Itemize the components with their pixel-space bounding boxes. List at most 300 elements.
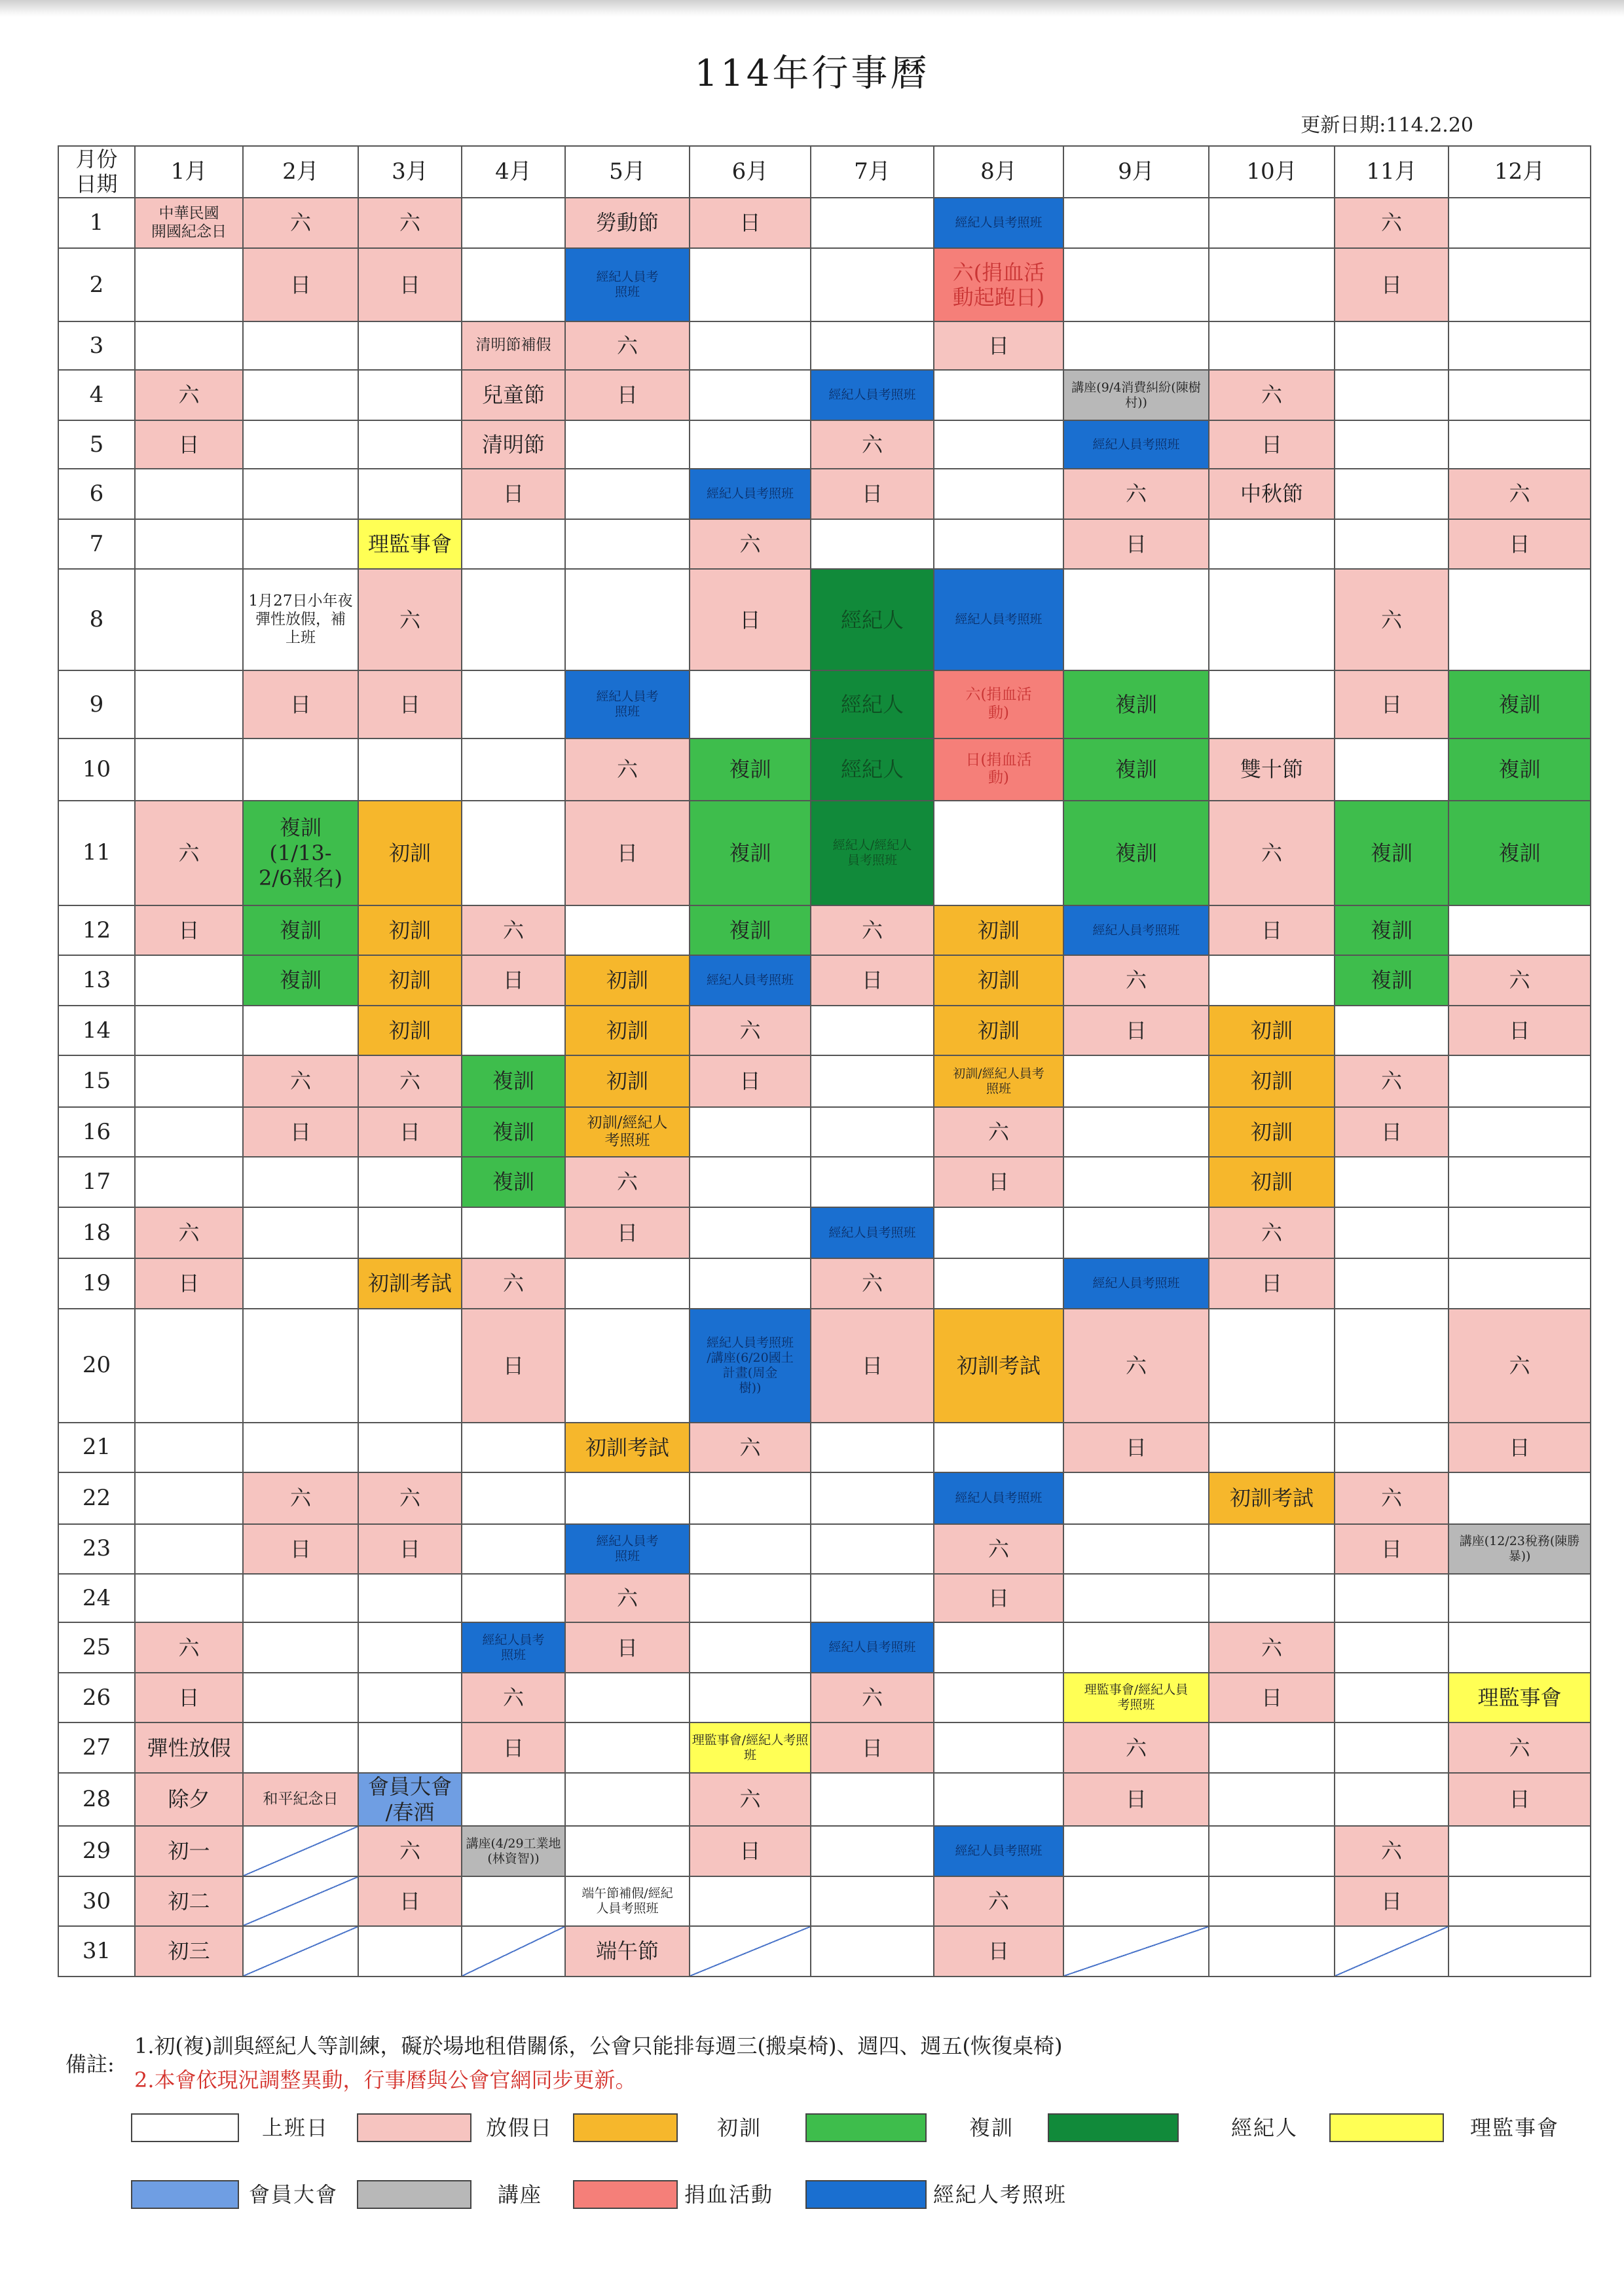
calendar-cell [1063,1826,1209,1876]
calendar-cell: 初訓 [358,1006,462,1055]
day-row [58,1107,1591,1157]
calendar-cell [1449,1055,1591,1107]
calendar-cell: 日 [135,905,243,955]
calendar-cell: 經紀人員考照班 [811,1622,934,1672]
calendar-cell: 六 [1335,198,1449,249]
calendar-cell [1209,1423,1335,1472]
calendar-cell: 初訓/經紀人員考 照班 [934,1055,1063,1107]
calendar-cell [358,1574,462,1622]
calendar-cell [358,469,462,519]
calendar-cell [934,420,1063,469]
legend-label: 經紀人 [1231,2115,1299,2140]
calendar-cell [811,1574,934,1622]
calendar-cell: 日 [1209,420,1335,469]
calendar-cell: 初訓 [565,955,690,1005]
calendar-cell: 初訓考試 [934,1309,1063,1423]
calendar-cell: 六 [358,1472,462,1524]
calendar-cell [1449,198,1591,249]
calendar-cell [811,1423,934,1472]
calendar-cell: 六 [243,1055,358,1107]
legend-label: 放假日 [486,2115,553,2140]
day-row [58,1826,1591,1876]
calendar-cell [243,1673,358,1722]
calendar-cell [462,198,565,249]
calendar-cell [462,1423,565,1472]
legend-swatch-director [1329,2113,1444,2142]
calendar-cell: 複訓 (1/13- 2/6報名) [243,801,358,905]
calendar-cell [1335,321,1449,370]
calendar-cell: 日 [1209,1673,1335,1722]
calendar-cell [243,1006,358,1055]
calendar-cell: 複訓 [1063,801,1209,905]
calendar-cell [243,469,358,519]
calendar-cell: 經紀人 [811,738,934,801]
calendar-cell [1449,569,1591,670]
calendar-cell: 六 [565,1157,690,1207]
calendar-cell [243,738,358,801]
calendar-cell [565,519,690,569]
calendar-cell [462,738,565,801]
legend-label: 捐血活動 [684,2182,774,2207]
calendar-cell [811,519,934,569]
calendar-cell: 初訓 [934,905,1063,955]
day-number: 9 [58,670,135,738]
calendar-cell [1335,1309,1449,1423]
day-number: 29 [58,1826,135,1876]
calendar-cell [243,1876,358,1926]
calendar-cell: 日 [243,1524,358,1574]
calendar-cell [690,248,811,321]
calendar-cell [690,1472,811,1524]
calendar-cell: 初訓 [565,1006,690,1055]
calendar-cell [934,370,1063,420]
calendar-cell: 經紀人員考 照班 [565,1524,690,1574]
month-header: 6月 [690,146,811,198]
calendar-cell [811,1524,934,1574]
calendar-cell: 六 [243,1472,358,1524]
legend-swatch-chuxun [573,2113,678,2142]
corner-month-label: 月份 [75,147,118,172]
calendar-cell: 六 [811,1258,934,1308]
notes-label: 備註: [65,2052,115,2077]
calendar-cell: 日 [934,1926,1063,1977]
calendar-cell: 六 [1449,469,1591,519]
calendar-cell [811,248,934,321]
calendar-cell [1449,1258,1591,1308]
day-number: 19 [58,1258,135,1308]
legend-swatch-workday [131,2113,239,2142]
calendar-cell [1063,1926,1209,1977]
calendar-cell [934,519,1063,569]
calendar-cell [1335,738,1449,801]
calendar-cell: 日(捐血活 動) [934,738,1063,801]
calendar-cell: 六 [565,738,690,801]
calendar-cell: 勞動節 [565,198,690,249]
calendar-cell: 日 [462,1722,565,1772]
calendar-cell: 經紀人員考 照班 [565,670,690,738]
day-row [58,420,1591,469]
calendar-cell: 理監事會 [358,519,462,569]
calendar-cell [1209,1773,1335,1826]
calendar-cell [565,1258,690,1308]
calendar-cell: 複訓 [1449,670,1591,738]
calendar-cell [934,1773,1063,1826]
calendar-cell [565,1722,690,1772]
calendar-cell: 複訓 [690,738,811,801]
calendar-cell: 複訓 [690,905,811,955]
calendar-cell: 日 [811,1309,934,1423]
calendar-cell [135,1157,243,1207]
calendar-cell [358,1926,462,1977]
calendar-cell [1449,1574,1591,1622]
calendar-cell [1449,370,1591,420]
calendar-cell [462,1574,565,1622]
calendar-cell: 初訓 [565,1055,690,1107]
day-row [58,905,1591,955]
calendar-cell: 日 [1449,1006,1591,1055]
calendar-cell: 初訓 [934,1006,1063,1055]
day-row [58,1574,1591,1622]
month-header: 11月 [1335,146,1449,198]
calendar-cell: 六 [1209,801,1335,905]
day-row [58,1472,1591,1524]
calendar-cell [243,519,358,569]
month-header: 1月 [135,146,243,198]
day-row [58,1722,1591,1772]
calendar-cell [135,321,243,370]
month-header: 12月 [1449,146,1591,198]
calendar-cell [462,1876,565,1926]
calendar-cell [462,248,565,321]
calendar-cell: 初訓考試 [565,1423,690,1472]
calendar-cell [934,1622,1063,1672]
calendar-cell [1063,1622,1209,1672]
calendar-cell: 六 [358,569,462,670]
calendar-cell [358,1207,462,1259]
calendar-cell [1335,1673,1449,1722]
calendar-cell [811,1055,934,1107]
calendar-cell: 初訓 [1209,1006,1335,1055]
calendar-cell: 初訓 [358,905,462,955]
day-number: 25 [58,1622,135,1672]
calendar-cell [243,1826,358,1876]
calendar-cell [690,670,811,738]
calendar-cell [243,1207,358,1259]
calendar-cell: 六 [135,1622,243,1672]
day-number: 13 [58,955,135,1005]
legend-label: 講座 [498,2182,543,2207]
calendar-cell: 彈性放假 [135,1722,243,1772]
calendar-cell: 會員大會 /春酒 [358,1773,462,1826]
calendar-cell [811,1773,934,1826]
calendar-cell [811,1926,934,1977]
calendar-cell: 端午節 [565,1926,690,1977]
calendar-cell: 六 [462,905,565,955]
calendar-cell: 初訓 [934,955,1063,1005]
calendar-cell: 六(捐血活 動) [934,670,1063,738]
calendar-cell: 初三 [135,1926,243,1977]
calendar-cell: 日 [358,248,462,321]
day-number: 10 [58,738,135,801]
day-number: 15 [58,1055,135,1107]
calendar-cell [135,248,243,321]
calendar-cell: 和平紀念日 [243,1773,358,1826]
calendar-cell: 日 [565,1622,690,1672]
calendar-cell: 經紀人員考照班 [1063,905,1209,955]
calendar-cell: 複訓 [1335,955,1449,1005]
calendar-cell: 日 [358,1876,462,1926]
calendar-cell [1209,1309,1335,1423]
calendar-cell: 日 [462,1309,565,1423]
day-row [58,569,1591,670]
calendar-cell [1449,248,1591,321]
calendar-cell: 複訓 [1063,670,1209,738]
calendar-cell: 日 [1209,905,1335,955]
day-row [58,1423,1591,1472]
calendar-cell: 日 [811,1722,934,1772]
calendar-cell: 六 [243,198,358,249]
legend-label: 會員大會 [249,2182,339,2207]
day-number: 7 [58,519,135,569]
calendar-cell [811,198,934,249]
calendar-cell [565,1826,690,1876]
calendar-cell [1449,1622,1591,1672]
legend-swatch-fuxun [805,2113,927,2142]
calendar-cell: 初訓 [1209,1157,1335,1207]
day-row [58,670,1591,738]
legend-label: 經紀人考照班 [933,2182,1067,2207]
page-title: 114年行事曆 [694,52,930,95]
calendar-cell: 日 [462,955,565,1005]
calendar-cell: 六 [1209,1207,1335,1259]
calendar-cell: 日 [462,469,565,519]
calendar-cell [1209,1876,1335,1926]
calendar-cell [1063,1107,1209,1157]
calendar-cell: 六 [690,1423,811,1472]
calendar-cell: 經紀人員考照班 [811,1207,934,1259]
calendar-cell [135,569,243,670]
calendar-cell: 複訓 [462,1107,565,1157]
calendar-cell [690,1926,811,1977]
calendar-cell: 日 [811,955,934,1005]
calendar-cell: 六 [1449,1722,1591,1772]
calendar-cell: 日 [1335,1876,1449,1926]
legend-swatch-member [131,2180,239,2209]
calendar-cell: 端午節補假/經紀 人員考照班 [565,1876,690,1926]
calendar-cell: 六 [690,519,811,569]
calendar-cell [1209,569,1335,670]
calendar-cell: 日 [243,670,358,738]
calendar-cell: 初訓 [1209,1055,1335,1107]
calendar-cell [565,1472,690,1524]
calendar-cell [811,1107,934,1157]
day-row [58,469,1591,519]
note-line-2: 2.本會依現況調整異動，行事曆與公會官網同步更新。 [134,2068,637,2092]
corner-day-label: 日期 [75,172,118,197]
day-number: 24 [58,1574,135,1622]
day-row [58,1258,1591,1308]
calendar-cell: 中華民國 開國紀念日 [135,198,243,249]
calendar-cell: 複訓 [243,905,358,955]
day-number: 14 [58,1006,135,1055]
calendar-cell: 日 [565,1207,690,1259]
month-header: 2月 [243,146,358,198]
calendar-cell: 日 [135,1258,243,1308]
month-header: 10月 [1209,146,1335,198]
month-header: 3月 [358,146,462,198]
calendar-cell: 六 [565,1574,690,1622]
calendar-cell [1449,1107,1591,1157]
calendar-cell: 日 [1335,670,1449,738]
calendar-cell [690,1258,811,1308]
calendar-cell [690,370,811,420]
calendar-cell [358,420,462,469]
calendar-cell: 六 [1335,1826,1449,1876]
day-row [58,1006,1591,1055]
calendar-cell: 日 [1063,1423,1209,1472]
calendar-cell [811,321,934,370]
calendar-cell: 經紀人 [811,569,934,670]
calendar-cell: 複訓 [462,1157,565,1207]
day-number: 16 [58,1107,135,1157]
calendar-cell: 六 [462,1258,565,1308]
legend-label: 上班日 [262,2115,329,2140]
calendar-cell: 日 [135,420,243,469]
calendar-cell: 複訓 [462,1055,565,1107]
calendar-cell: 六 [135,370,243,420]
calendar-cell [462,1006,565,1055]
calendar-cell [135,1055,243,1107]
calendar-cell: 複訓 [1449,801,1591,905]
calendar-cell: 經紀人員考照班 [934,1472,1063,1524]
calendar-cell [690,321,811,370]
calendar-cell [1449,905,1591,955]
calendar-cell [1209,198,1335,249]
calendar-cell [135,1107,243,1157]
calendar-cell [1209,955,1335,1005]
day-number: 8 [58,569,135,670]
calendar-cell [934,1673,1063,1722]
calendar-cell [565,1673,690,1722]
calendar-cell: 經紀人員考照班 [1063,1258,1209,1308]
calendar-cell: 六 [462,1673,565,1722]
calendar-cell [1335,370,1449,420]
day-number: 31 [58,1926,135,1977]
calendar-cell [690,1107,811,1157]
calendar-cell [135,469,243,519]
calendar-cell [358,1423,462,1472]
calendar-cell [565,420,690,469]
calendar-cell: 日 [934,1574,1063,1622]
calendar-cell: 六 [358,198,462,249]
calendar-cell [1449,1876,1591,1926]
legend-label: 複訓 [969,2115,1014,2140]
calendar-cell [565,905,690,955]
day-row [58,321,1591,370]
calendar-cell: 六 [1063,1722,1209,1772]
calendar-cell [811,1157,934,1207]
calendar-cell: 六 [811,1673,934,1722]
day-number: 22 [58,1472,135,1524]
day-row [58,738,1591,801]
calendar-cell [565,1309,690,1423]
calendar-cell [135,670,243,738]
day-number: 5 [58,420,135,469]
calendar-cell: 日 [690,1826,811,1876]
calendar-cell [1063,1157,1209,1207]
calendar-cell [690,1876,811,1926]
day-number: 21 [58,1423,135,1472]
calendar-cell [1335,1423,1449,1472]
day-row [58,1157,1591,1207]
calendar-cell: 雙十節 [1209,738,1335,801]
calendar-cell [811,1472,934,1524]
day-number: 4 [58,370,135,420]
calendar-cell: 日 [1063,1006,1209,1055]
legend-swatch-blood [573,2180,678,2209]
calendar-cell: 理監事會/經紀人考照 班 [690,1722,811,1772]
calendar-cell: 日 [1449,1773,1591,1826]
calendar-cell: 講座(4/29工業地 (林資智)) [462,1826,565,1876]
day-row [58,1876,1591,1926]
calendar-cell [135,1524,243,1574]
calendar-cell [1335,420,1449,469]
calendar-cell: 初訓 [1209,1107,1335,1157]
calendar-cell [1209,1524,1335,1574]
update-date: 更新日期:114.2.20 [1301,114,1473,137]
calendar-cell: 1月27日小年夜 彈性放假，補 上班 [243,569,358,670]
calendar-cell: 初訓 [358,955,462,1005]
calendar-cell: 日 [1335,1524,1449,1574]
calendar-cell: 日 [1449,1423,1591,1472]
calendar-cell [358,1157,462,1207]
calendar-cell [934,1722,1063,1772]
calendar-cell [243,1926,358,1977]
calendar-cell [934,1423,1063,1472]
calendar-cell: 六 [1335,1472,1449,1524]
calendar-cell [1449,1157,1591,1207]
day-number: 26 [58,1673,135,1722]
calendar-cell [565,569,690,670]
calendar-cell [358,738,462,801]
calendar-cell: 經紀人 [811,670,934,738]
calendar-cell: 日 [1449,519,1591,569]
calendar-cell: 六 [1209,1622,1335,1672]
calendar-cell: 六 [1335,569,1449,670]
calendar-cell [1335,1722,1449,1772]
calendar-cell [1209,248,1335,321]
calendar-cell: 六 [690,1006,811,1055]
calendar-cell: 日 [243,1107,358,1157]
calendar-cell: 初一 [135,1826,243,1876]
calendar-cell [1063,569,1209,670]
legend-swatch-agent [1048,2113,1179,2142]
calendar-cell [1209,519,1335,569]
calendar-cell: 複訓 [1063,738,1209,801]
calendar-cell [1449,1207,1591,1259]
day-row [58,1773,1591,1826]
legend-swatch-lecture [357,2180,471,2209]
calendar-cell: 六 [1335,1055,1449,1107]
calendar-cell [1335,1006,1449,1055]
calendar-cell: 初訓考試 [1209,1472,1335,1524]
calendar-cell [1335,1207,1449,1259]
calendar-table [58,145,1591,1977]
day-row [58,1622,1591,1672]
calendar-cell: 日 [690,1055,811,1107]
day-row [58,1673,1591,1722]
day-row [58,198,1591,249]
